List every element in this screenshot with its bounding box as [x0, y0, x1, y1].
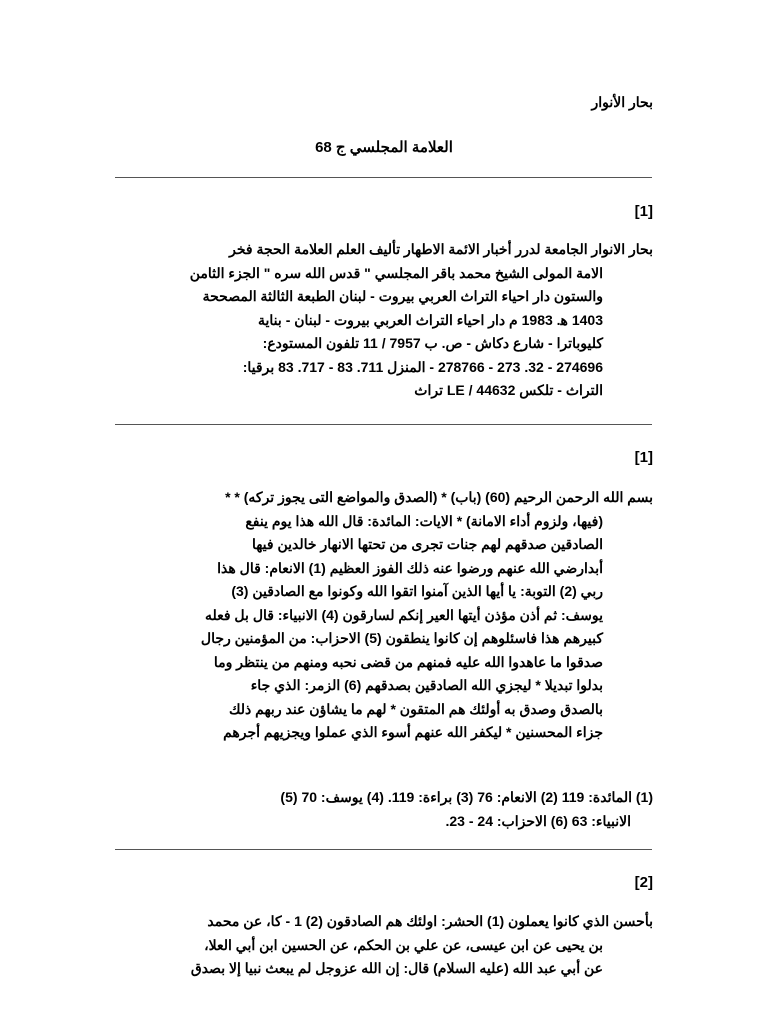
text-line: الصادقين صدقهم لهم جنات تجرى من تحتها الانهار خالدين فيها	[251, 536, 603, 552]
text-line: بحار الانوار الجامعة لدرر أخبار الائمة الاطهار تأليف العلم العلامة الحجة فخر	[229, 241, 653, 257]
text-line: أبدارضي الله عنهم ورضوا عنه ذلك الفوز العظيم (1) الانعام: قال هذا	[217, 559, 603, 576]
text-line: صدقوا ما عاهدوا الله عليه فمنهم من قضى نحبه ومنهم من ينتظر وما	[213, 653, 603, 670]
divider	[115, 849, 652, 850]
text-line: كبيرهم هذا فاسئلوهم إن كانوا ينطقون (5) الاحزاب: من المؤمنين رجال	[200, 630, 603, 646]
text-line: عن أبي عبد الله (عليه السلام) قال: إن الله عزوجل لم يبعث نبيا إلا بصدق	[190, 960, 603, 976]
divider	[115, 424, 652, 425]
text-line: بن يحيى عن ابن عيسى، عن علي بن الحكم، عن الحسين ابن أبي العلا،	[204, 936, 603, 953]
footnote-line: الانبياء: 63 (6) الاحزاب: 24 - 23.	[445, 812, 631, 829]
page-number: [1]	[634, 449, 653, 466]
text-line: التراث - تلكس LE / 44632 تراث	[414, 382, 603, 398]
text-line: والستون دار احياء التراث العربي بيروت - لبنان الطبعة الثالثة المصححة	[202, 288, 603, 304]
text-line: كليوباترا - شارع دكاش - ص. ب 7957 / 11 تلفون المستودع:	[262, 335, 603, 351]
page-number: [2]	[634, 874, 653, 891]
publication-info	[113, 238, 653, 403]
main-text	[113, 486, 653, 745]
footnote-line: (1) المائدة: 119 (2) الانعام: 76 (3) براءة: 119. (4) يوسف: 70 (5)	[280, 789, 653, 805]
text-line: بسم الله الرحمن الرحيم (60) (باب) * (الصدق والمواضع التى يجوز تركه) * *	[225, 489, 653, 505]
text-line: بدلوا تبديلا * ليجزي الله الصادقين بصدقهم (6) الزمر: الذي جاء	[250, 677, 603, 693]
page-number: [1]	[634, 203, 653, 220]
main-text	[113, 910, 653, 981]
text-line: 274696 - 32. 273 - 278766 - المنزل 711. 83 - 717. 83 برقيا:	[242, 358, 603, 375]
text-line: (فيها، ولزوم أداء الامانة) * الايات: المائدة: قال الله هذا يوم ينفع	[245, 512, 603, 529]
text-line: الامة المولى الشيخ محمد باقر المجلسي " قدس الله سره " الجزء الثامن	[189, 264, 603, 281]
text-line: 1403 ه‍. 1983 م دار احياء التراث العربي بيروت - لبنان - بناية	[258, 311, 603, 328]
text-line: بالصدق وصدق به أولئك هم المتقون * لهم ما يشاؤن عند ربهم ذلك	[228, 700, 603, 717]
text-line: بأحسن الذي كانوا يعملون (1) الحشر: اولئك هم الصادقون (2) 1 - كا، عن محمد	[207, 913, 653, 929]
text-line: يوسف: ثم أذن مؤذن أيتها العير إنكم لسارقون (4) الانبياء: قال بل فعله	[204, 606, 603, 623]
divider	[115, 177, 652, 178]
text-line: ربي (2) التوبة: يا أيها الذين آمنوا اتقوا الله وكونوا مع الصادقين (3)	[231, 583, 603, 599]
book-title: بحار الأنوار	[591, 94, 653, 110]
text-line: جزاء المحسنين * ليكفر الله عنهم أسوء الذي عملوا ويجزيهم أجرهم	[223, 724, 603, 740]
author-volume: العلامة المجلسي ج 68	[315, 139, 453, 156]
footnotes	[113, 786, 653, 833]
